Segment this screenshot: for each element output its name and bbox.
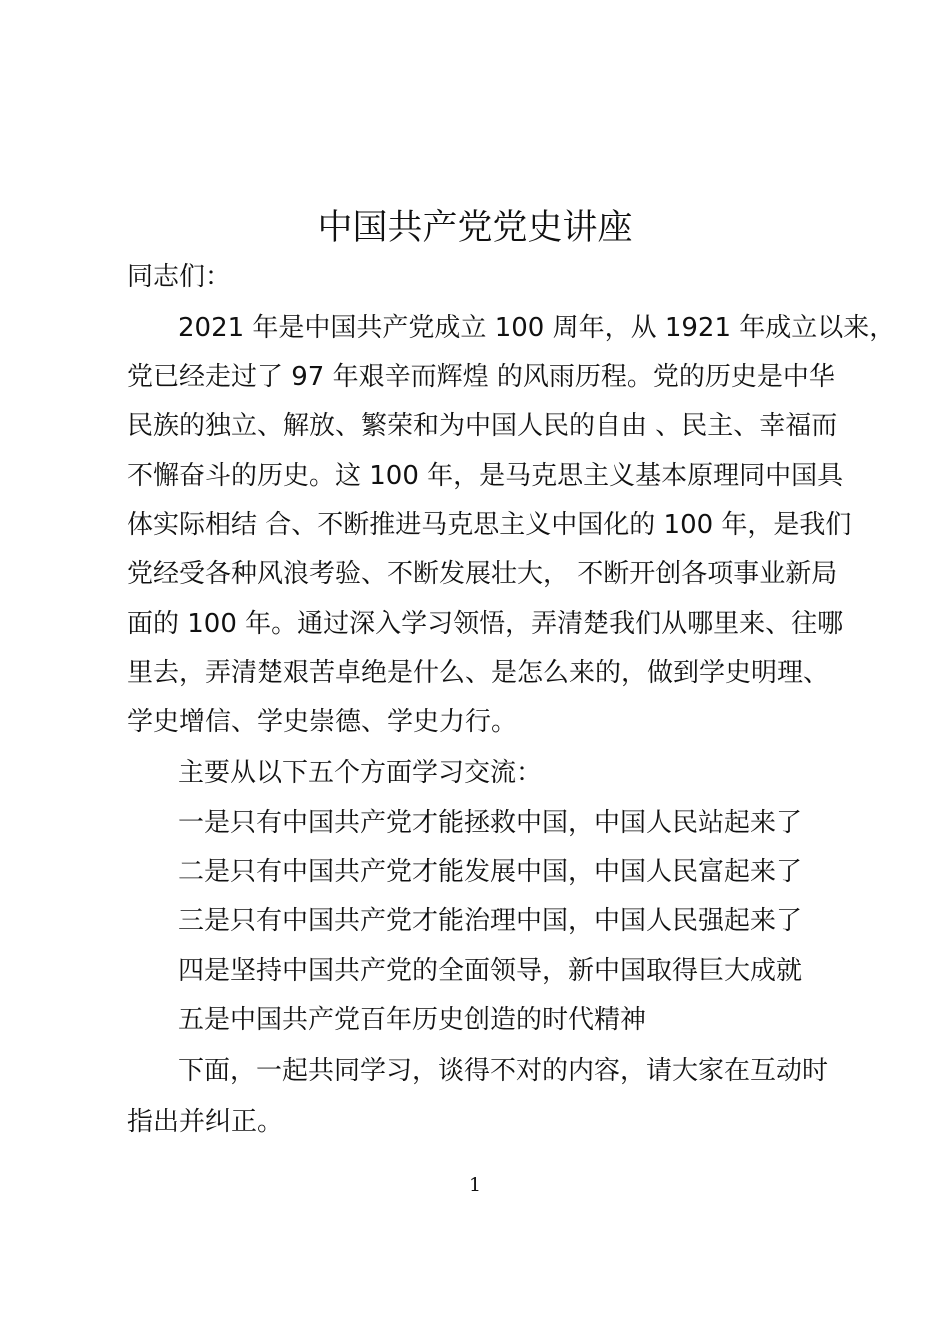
list-item: 一是只有中国共产党才能拯救中国，中国人民站起来了 <box>178 808 803 838</box>
paragraph-line: 2021 年是中国共产党成立 100 周年，从 1921 年成立以来， <box>178 313 896 343</box>
document-title: 中国共产党党史讲座 <box>317 208 633 248</box>
paragraph-line: 党已经走过了 97 年艰辛而辉煌 的风雨历程。党的历史是中华 <box>127 362 835 392</box>
list-item: 二是只有中国共产党才能发展中国，中国人民富起来了 <box>178 857 803 887</box>
paragraph-line: 不懈奋斗的历史。这 100 年，是马克思主义基本原理同中国具 <box>127 461 844 491</box>
list-item: 五是中国共产党百年历史创造的时代精神 <box>178 1005 647 1035</box>
paragraph-line: 学史增信、学史崇德、学史力行。 <box>127 707 518 737</box>
paragraph-line: 指出并纠正。 <box>127 1107 284 1137</box>
paragraph-line: 党经受各种风浪考验、不断发展壮大， 不断开创各项事业新局 <box>127 559 838 589</box>
intro-text: 主要从以下五个方面学习交流： <box>178 758 543 788</box>
paragraph-line: 下面，一起共同学习，谈得不对的内容，请大家在互动时 <box>178 1056 829 1086</box>
paragraph-line: 里去，弄清楚艰苦卓绝是什么、是怎么来的，做到学史明理、 <box>127 658 830 688</box>
paragraph-line: 体实际相结 合、不断推进马克思主义中国化的 100 年，是我们 <box>127 510 852 540</box>
paragraph-line: 面的 100 年。通过深入学习领悟，弄清楚我们从哪里来、往哪 <box>127 609 844 639</box>
paragraph-line: 民族的独立、解放、繁荣和为中国人民的自由 、民主、幸福而 <box>127 411 838 441</box>
page-number: 1 <box>468 1174 482 1196</box>
list-item: 四是坚持中国共产党的全面领导，新中国取得巨大成就 <box>178 956 803 986</box>
salutation: 同志们： <box>127 262 232 292</box>
list-item: 三是只有中国共产党才能治理中国，中国人民强起来了 <box>178 906 803 936</box>
